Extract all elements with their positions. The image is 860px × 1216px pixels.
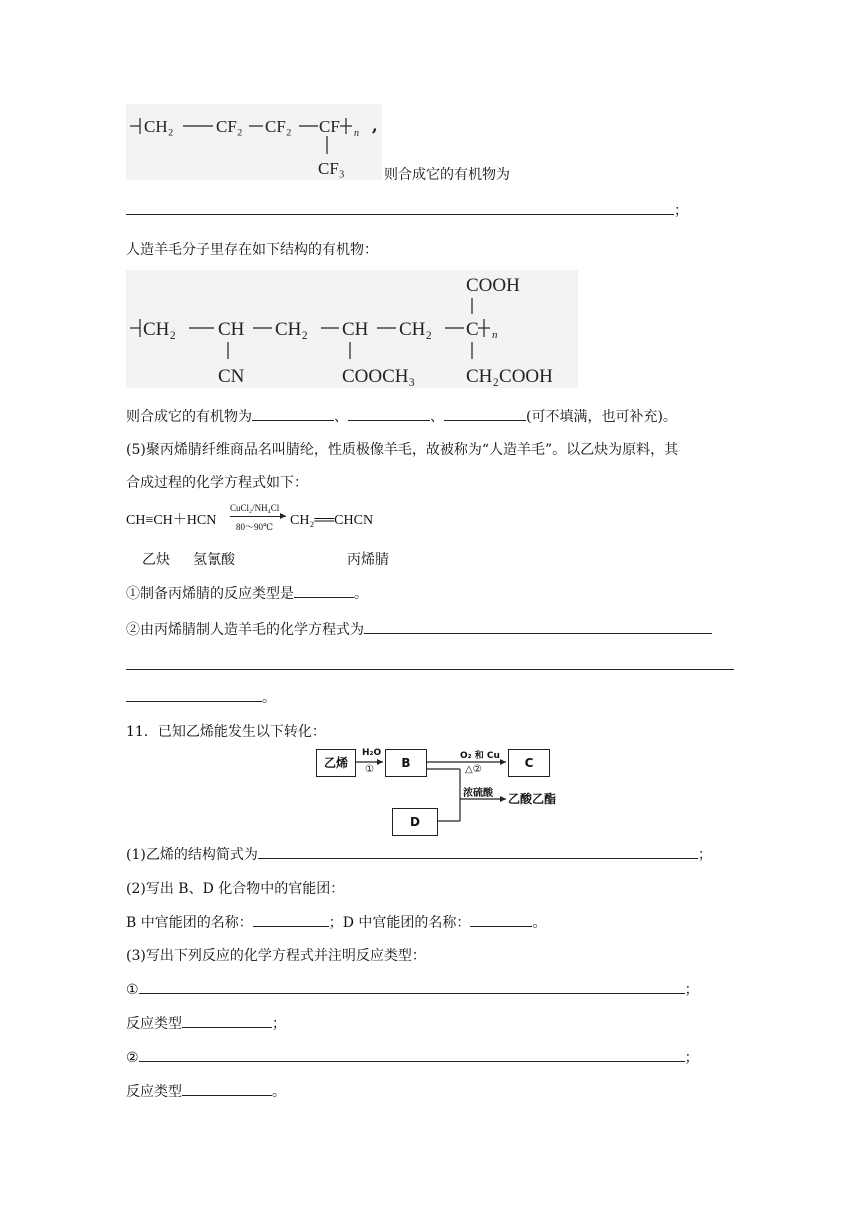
polymer2-structure xyxy=(126,270,586,390)
p2-sub3: CH₂COOH xyxy=(466,366,553,387)
name-acetylene: 乙炔 xyxy=(142,552,170,568)
blank-d-group[interactable] xyxy=(470,914,532,927)
polymer1-comma: , xyxy=(372,116,378,135)
reaction-arrow-icon xyxy=(230,516,286,517)
blank-ethylene-structure[interactable] xyxy=(258,846,698,859)
p1-unit-4: CF xyxy=(319,117,340,136)
p2-top: COOH xyxy=(466,275,520,296)
p1-unit-1: CH₂ xyxy=(144,117,174,136)
q11-type1: 反应类型 ； xyxy=(126,1016,286,1032)
q5-line2: 合成过程的化学方程式如下： xyxy=(126,475,308,491)
q5-line1: (5)聚丙烯腈纤维商品名叫腈纶，性质极像羊毛，故被称为“人造羊毛”。以乙炔为原料，其 xyxy=(126,442,679,458)
blank-b-group[interactable] xyxy=(253,914,329,927)
q11-p3: (3)写出下列反应的化学方程式并注明反应类型： xyxy=(126,948,426,964)
q11-type2: 反应类型 。 xyxy=(126,1084,286,1100)
blank-monomer-3[interactable] xyxy=(444,408,526,421)
polymer1-answer-line: ； xyxy=(126,202,688,220)
eq-left: CH≡CH＋HCN xyxy=(126,513,217,528)
p1-n: n xyxy=(354,128,359,139)
blank-equation-line-3[interactable] xyxy=(126,689,262,702)
p2-unit-3: CH₂ xyxy=(275,319,309,340)
reaction-arrow-head-icon xyxy=(280,513,286,519)
box-b: B xyxy=(385,749,427,777)
blank-monomer-2[interactable] xyxy=(348,408,430,421)
eq-right: CH₂══CHCN xyxy=(290,513,374,528)
p2-n: n xyxy=(492,329,498,341)
p1-branch: CF₃ xyxy=(318,159,345,178)
product-ester: 乙酸乙酯 xyxy=(508,792,557,806)
p2-sub1: CN xyxy=(218,366,245,387)
q5-sub1: ①制备丙烯腈的反应类型是 。 xyxy=(126,586,368,602)
p2-sub2: COOCH₃ xyxy=(342,366,416,387)
eq-cond-top: CuCl₂/NH₄Cl xyxy=(230,503,280,513)
blank-equation-line-2[interactable] xyxy=(126,669,734,670)
blank-eq2[interactable] xyxy=(139,1049,685,1062)
p1-unit-3: CF₂ xyxy=(265,117,292,136)
q11-p2-answers: B 中官能团的名称： ；D 中官能团的名称： 。 xyxy=(126,915,547,931)
box-c: C xyxy=(508,749,550,777)
name-acrylonitrile: 丙烯腈 xyxy=(347,552,389,568)
blank-type2[interactable] xyxy=(182,1083,272,1096)
p1-unit-2: CF₂ xyxy=(216,117,243,136)
polymer1-question: 则合成它的有机物为 xyxy=(384,167,510,183)
box-d: D xyxy=(392,808,438,836)
blank-eq1[interactable] xyxy=(139,981,685,994)
q11-p1: (1)乙烯的结构简式为 ； xyxy=(126,847,712,863)
q5-equation xyxy=(126,503,426,539)
eq-cond-bottom: 80～90℃ xyxy=(236,522,274,532)
blank-reaction-type[interactable] xyxy=(294,585,354,598)
box-ethylene: 乙烯 xyxy=(316,749,356,777)
r1-bottom: ① xyxy=(365,764,374,775)
r3-top: 浓硫酸 xyxy=(463,788,493,799)
p2-unit-5: CH₂ xyxy=(399,319,433,340)
r2-top: O₂ 和 Cu xyxy=(460,751,500,761)
wool-intro: 人造羊毛分子里存在如下结构的有机物： xyxy=(126,242,378,258)
q5-sub2: ②由丙烯腈制人造羊毛的化学方程式为 xyxy=(126,621,712,639)
p2-unit-4: CH xyxy=(342,319,369,340)
r2-bottom: △② xyxy=(465,764,482,775)
q11-p2: (2)写出 B、D 化合物中的官能团： xyxy=(126,881,345,897)
q11-title: 11．已知乙烯能发生以下转化： xyxy=(126,724,326,740)
blank-type1[interactable] xyxy=(182,1015,272,1028)
q5-sub2-end: 。 xyxy=(126,689,276,707)
blank-monomer-1[interactable] xyxy=(252,408,334,421)
monomers-question: 则合成它的有机物为 、 、 (可不填满，也可补充)。 xyxy=(126,409,677,425)
blank-equation-line-1[interactable] xyxy=(364,621,712,634)
polymer1-structure xyxy=(126,104,386,184)
q11-eq2: ② ； xyxy=(126,1050,699,1066)
name-hcn: 氢氰酸 xyxy=(193,552,235,568)
q11-flow-diagram xyxy=(310,744,560,836)
p2-unit-1: CH₂ xyxy=(143,319,177,340)
p2-unit-6: C xyxy=(466,319,479,340)
r1-top: H₂O xyxy=(362,748,382,758)
p2-unit-2: CH xyxy=(218,319,245,340)
q11-eq1: ① ； xyxy=(126,982,699,998)
